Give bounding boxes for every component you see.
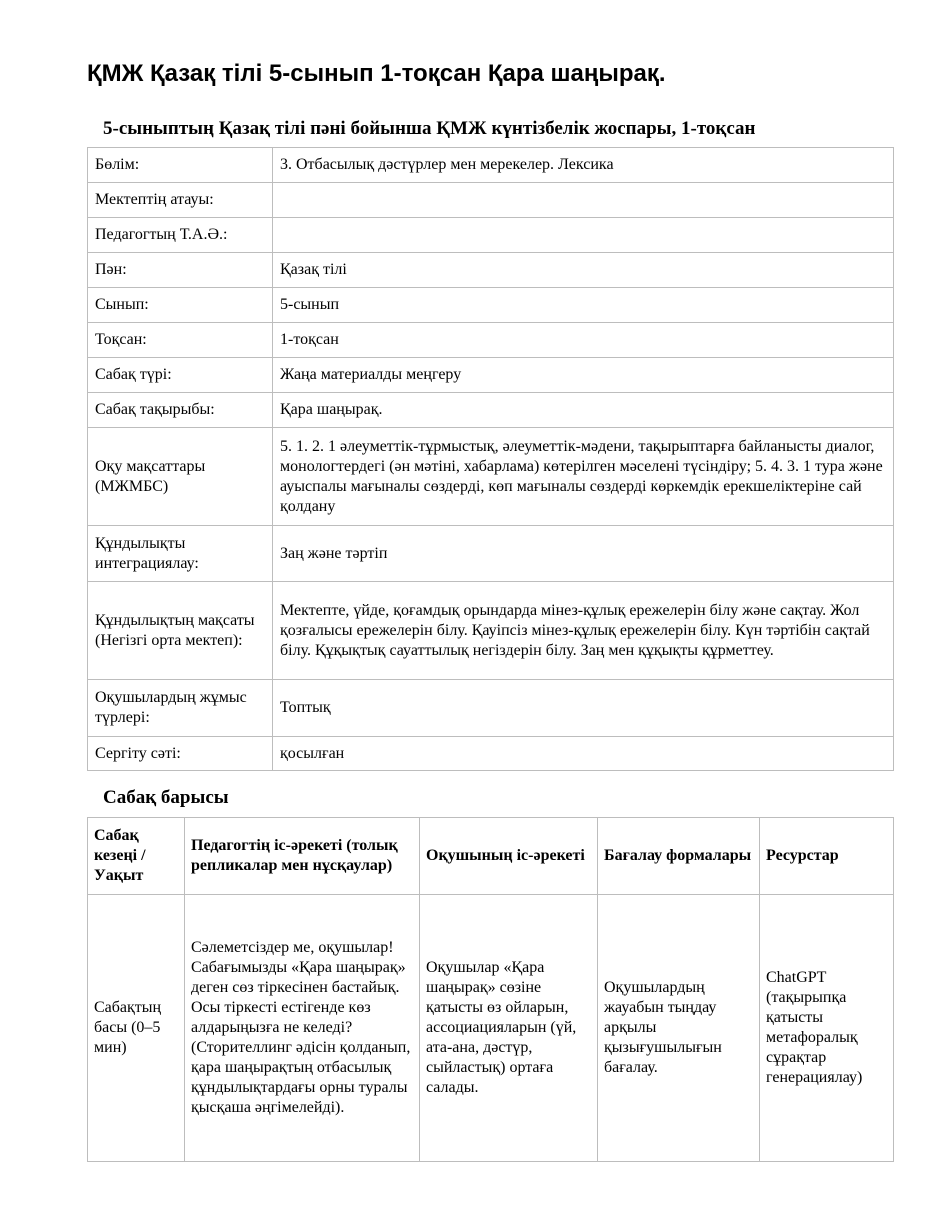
info-value: Қара шаңырақ.	[273, 393, 894, 428]
column-header-stage: Сабақ кезеңі / Уақыт	[88, 818, 185, 895]
lesson-info-table	[87, 147, 894, 771]
info-label: Оқу мақсаттары (МЖМБС)	[88, 428, 273, 526]
info-label: Сабақ тақырыбы:	[88, 393, 273, 428]
info-value: қосылған	[273, 737, 894, 771]
lesson-stage-cell: Сабақтың басы (0–5 мин)	[88, 895, 185, 1162]
page-title: ҚМЖ Қазақ тілі 5-сынып 1-тоқсан Қара шаңырақ.	[87, 60, 666, 87]
document-subtitle: 5-сыныптың Қазақ тілі пәні бойынша ҚМЖ күнтізбелік жоспары, 1-тоқсан	[103, 118, 756, 139]
info-label: Сабақ түрі:	[88, 358, 273, 393]
info-row-section	[88, 148, 894, 183]
info-value: Мектепте, үйде, қоғамдық орындарда мінез-құлық ережелерін білу және сақтау. Жол қозғалысы ережелерін білу. Қауіпсіз мінез-құлық ережелерін білу. Күн тәртібін сақтай білу. Құқықтық сауаттылық негіздерін білу. Заң мен құқықты құрметтеу.	[273, 582, 894, 680]
table-row	[88, 895, 894, 1162]
info-row-warmup	[88, 737, 894, 771]
info-value	[273, 183, 894, 218]
info-label: Мектептің атауы:	[88, 183, 273, 218]
lesson-progress-table	[87, 817, 894, 1162]
info-label: Құндылықты интеграциялау:	[88, 526, 273, 582]
student-activity-cell: Оқушылар «Қара шаңырақ» сөзіне қатысты өз ойларын, ассоциацияларын (үй, ата-ана, дәстүр, сыйластық) ортаға салады.	[420, 895, 598, 1162]
column-header-teacher-activity: Педагогтің іс-әрекеті (толық репликалар мен нұсқаулар)	[185, 818, 420, 895]
info-label: Құндылықтың мақсаты (Негізгі орта мектеп):	[88, 582, 273, 680]
teacher-activity-cell: Сәлеметсіздер ме, оқушылар! Сабағымызды «Қара шаңырақ» деген сөз тіркесінен бастайық. Осы тіркесті естігенде көз алдарыңызға не келеді? (Сторителлинг әдісін қолданып, қара шаңырақтың отбасылық құндылықтардағы орны туралы қысқаша әңгімелейді).	[185, 895, 420, 1162]
column-header-resources: Ресурстар	[760, 818, 894, 895]
assessment-cell: Оқушылардың жауабын тыңдау арқылы қызығушылығын бағалау.	[598, 895, 760, 1162]
info-row-value-goal	[88, 582, 894, 680]
info-row-teacher	[88, 218, 894, 253]
info-value: 3. Отбасылық дәстүрлер мен мерекелер. Лексика	[273, 148, 894, 183]
column-header-student-activity: Оқушының іс-әрекеті	[420, 818, 598, 895]
info-row-school	[88, 183, 894, 218]
info-value: Топтық	[273, 680, 894, 737]
info-label: Бөлім:	[88, 148, 273, 183]
info-value: 5-сынып	[273, 288, 894, 323]
column-header-assessment: Бағалау формалары	[598, 818, 760, 895]
section-title: Сабақ барысы	[103, 787, 229, 808]
lesson-table-header	[88, 818, 894, 895]
info-value: Қазақ тілі	[273, 253, 894, 288]
info-value: Жаңа материалды меңгеру	[273, 358, 894, 393]
info-row-grade	[88, 288, 894, 323]
info-label: Оқушылардың жұмыс түрлері:	[88, 680, 273, 737]
info-row-value-integration	[88, 526, 894, 582]
info-label: Сынып:	[88, 288, 273, 323]
info-label: Педагогтың Т.А.Ә.:	[88, 218, 273, 253]
info-row-lesson-type	[88, 358, 894, 393]
info-value	[273, 218, 894, 253]
resources-cell: ChatGPT (тақырыпқа қатысты метафоралық сұрақтар генерациялау)	[760, 895, 894, 1162]
info-row-lesson-topic	[88, 393, 894, 428]
info-row-learning-objectives	[88, 428, 894, 526]
info-row-subject	[88, 253, 894, 288]
info-value: 5. 1. 2. 1 әлеуметтік-тұрмыстық, әлеуметтік-мәдени, тақырыптарға байланысты диалог, монологтердегі (ән мәтіні, хабарлама) көтерілген мәселені түсіндіру; 5. 4. 3. 1 тура және ауыспалы мағыналы сөздерді, көп мағыналы сөздерді көркемдік ерекшеліктеріне сай қолдану	[273, 428, 894, 526]
info-row-quarter	[88, 323, 894, 358]
info-value: Заң және тәртіп	[273, 526, 894, 582]
info-row-work-forms	[88, 680, 894, 737]
info-label: Сергіту сәті:	[88, 737, 273, 771]
info-label: Тоқсан:	[88, 323, 273, 358]
info-value: 1-тоқсан	[273, 323, 894, 358]
info-label: Пән:	[88, 253, 273, 288]
